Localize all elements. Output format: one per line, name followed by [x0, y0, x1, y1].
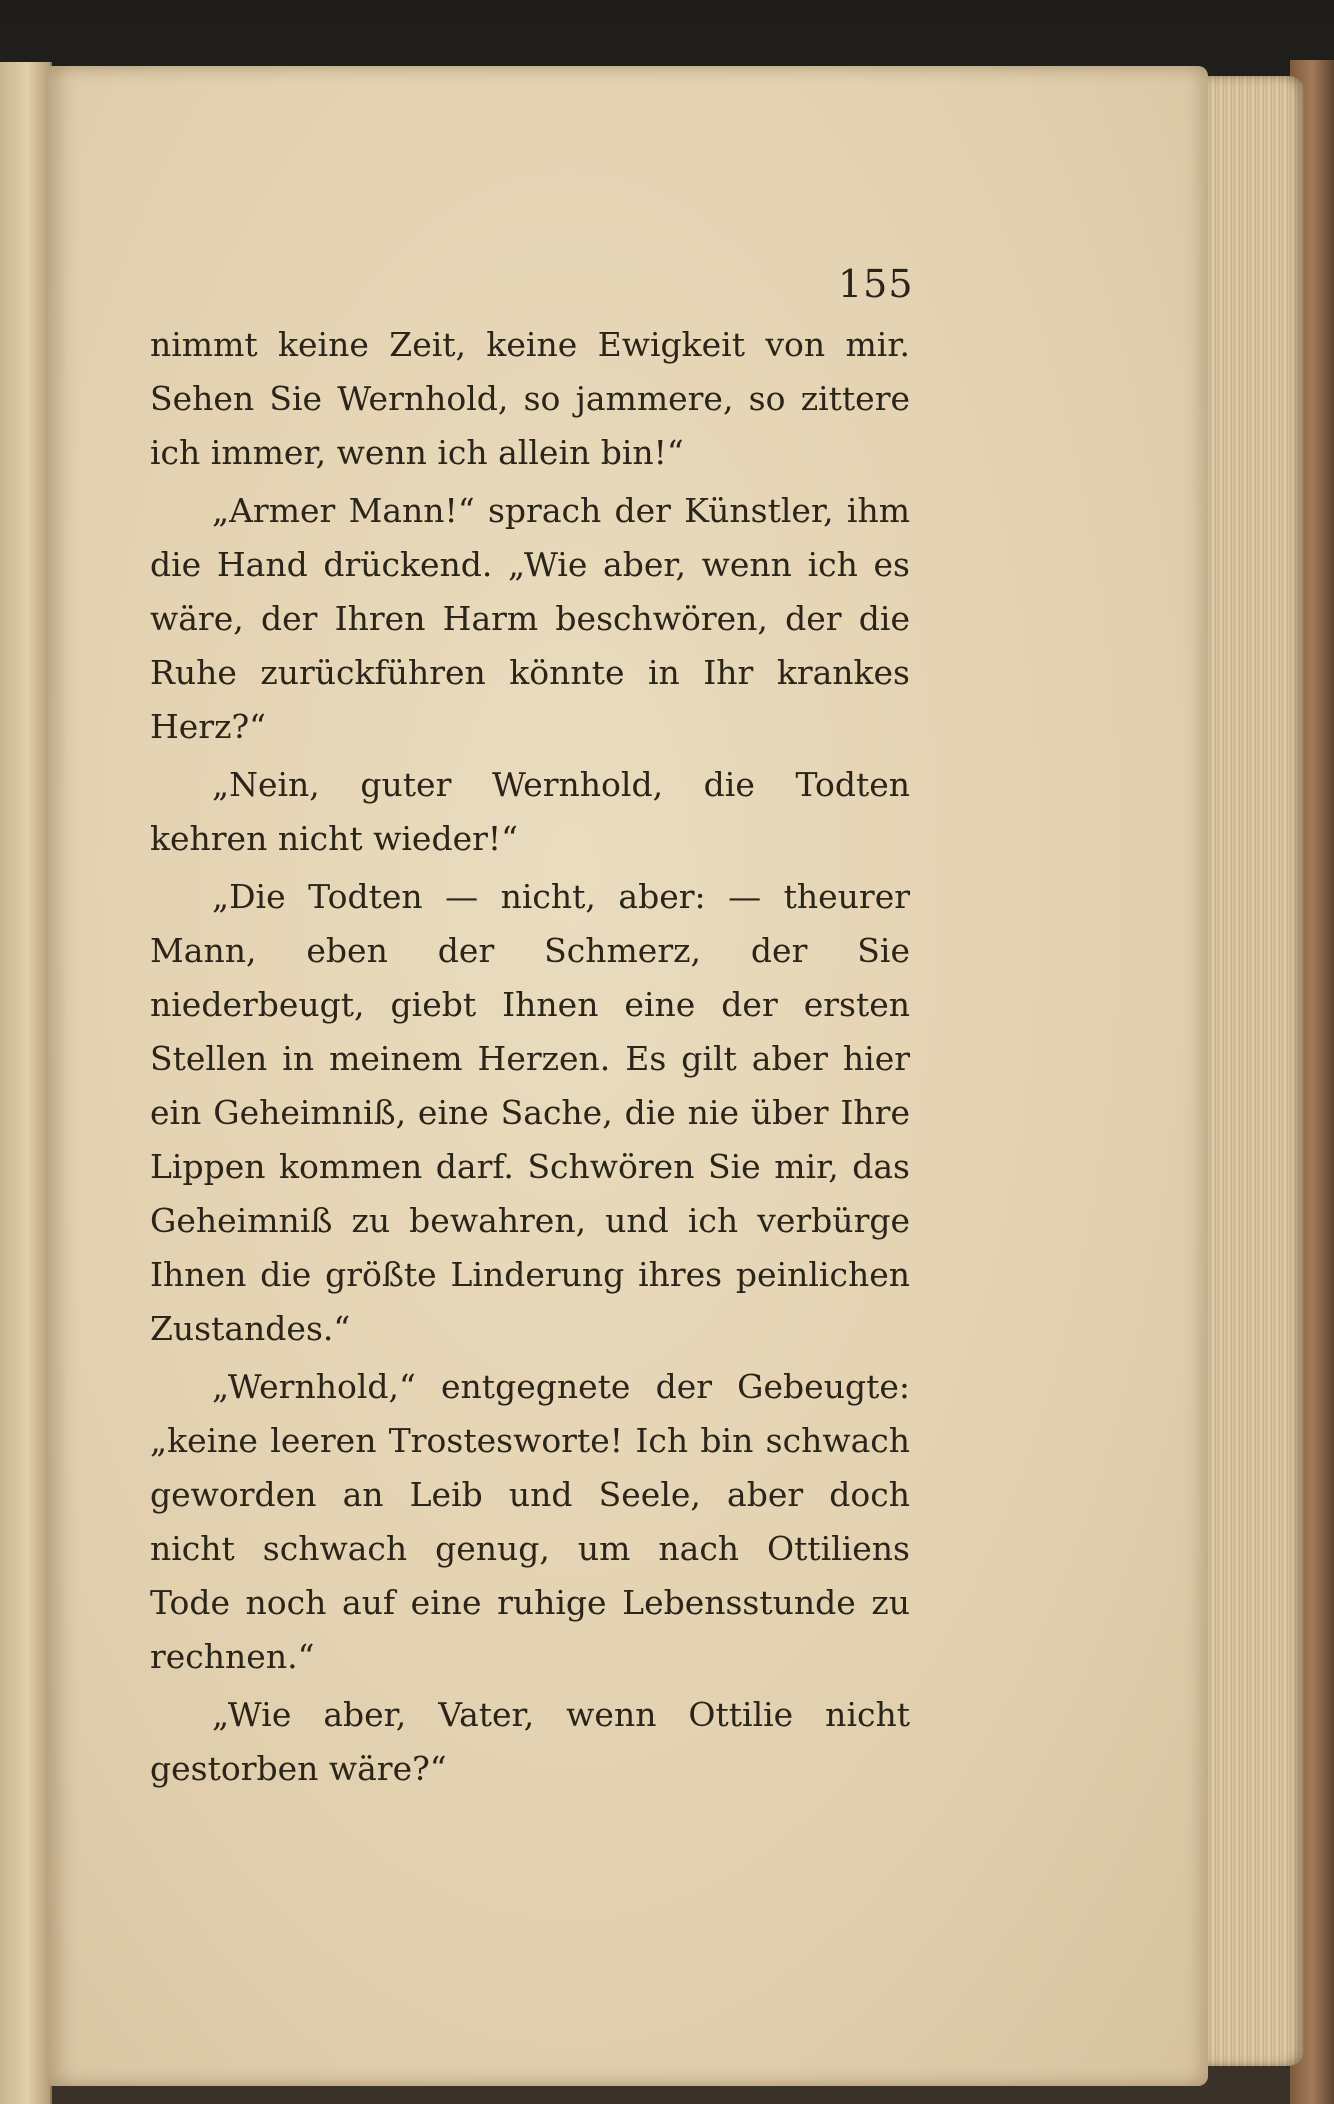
- paragraph-6: „Wie aber, Vater, wenn Ottilie nicht gestorben wäre?“: [150, 1695, 910, 1788]
- page-number: 155: [838, 262, 914, 306]
- paragraph-4: „Die Todten — nicht, aber: — theurer Mann, eben der Schmerz, der Sie niederbeugt, giebt Ihnen eine der ersten Stellen in meinem Herzen. Es gilt aber hier ein Geheimniß, eine Sache, die nie über Ihre Lippen kommen darf. Schwören Sie mir, das Geheimniß zu bewahren, und ich verbürge Ihnen die größte Linderung ihres peinlichen Zustandes.“: [150, 877, 910, 1348]
- paragraph-2: „Armer Mann!“ sprach der Künstler, ihm die Hand drückend. „Wie aber, wenn ich es wäre, der Ihren Harm beschwören, der die Ruhe zurückführen könnte in Ihr krankes Herz?“: [150, 491, 910, 746]
- page-text: [150, 318, 910, 1800]
- paragraph-1: nimmt keine Zeit, keine Ewigkeit von mir. Sehen Sie Wernhold, so jammere, so zittere ich immer, wenn ich allein bin!“: [150, 325, 910, 472]
- left-page-edge: [0, 62, 52, 2104]
- page-stack-fore-edge: [1208, 76, 1304, 2066]
- paragraph-3: „Nein, guter Wernhold, die Todten kehren nicht wieder!“: [150, 765, 910, 858]
- paragraph-5: „Wernhold,“ entgegnete der Gebeugte: „keine leeren Trostesworte! Ich bin schwach geworden an Leib und Seele, aber doch nicht schwach genug, um nach Ottiliens Tode noch auf eine ruhige Lebensstunde zu rechnen.“: [150, 1367, 910, 1676]
